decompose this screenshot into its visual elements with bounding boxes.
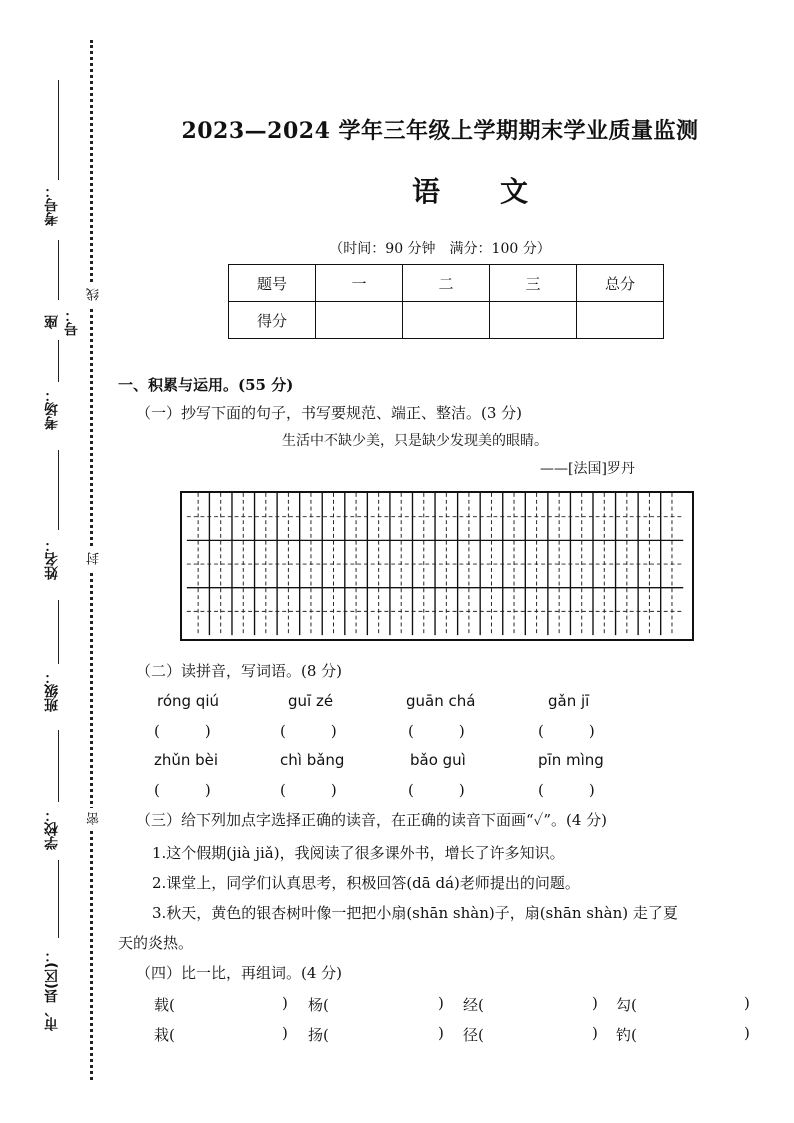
pinyin-item: guān chá xyxy=(406,692,476,710)
close-paren: ) xyxy=(592,1024,598,1042)
time-info: （时间：90 分钟 满分：100 分） xyxy=(329,241,551,257)
exam-room-label: 考场： xyxy=(44,388,60,430)
compare-char: 钓( xyxy=(616,1026,637,1044)
q3-item-3: 3.秋天，黄色的银杏树叶像一把把小扇(shān shàn)子，扇(shān shàn) 走了夏 xyxy=(152,904,678,922)
seal-mark-secret: 密 xyxy=(85,808,99,830)
close-paren: ) xyxy=(282,1024,288,1042)
score-header-cell: 题号 xyxy=(229,265,316,302)
compare-char: 扬( xyxy=(308,1026,329,1044)
score-input-cell[interactable] xyxy=(490,302,577,339)
q1-author: ——[法国]罗丹 xyxy=(540,461,635,477)
exam-number-label: 考号： xyxy=(44,184,60,226)
compare-char: 栽( xyxy=(154,1026,175,1044)
q2-title: （二）读拼音，写词语。(8 分) xyxy=(136,662,343,680)
seat-number-label: 座号： xyxy=(44,308,80,336)
name-line[interactable] xyxy=(58,450,59,530)
seal-mark-seal: 封 xyxy=(85,548,99,570)
class-line[interactable] xyxy=(58,600,59,664)
pinyin-item: guī zé xyxy=(288,692,334,710)
name-label: 姓名： xyxy=(44,538,60,580)
compare-char: 径( xyxy=(463,1026,484,1044)
score-header-cell: 一 xyxy=(316,265,403,302)
answer-blank[interactable]: ( ) xyxy=(408,722,465,740)
close-paren: ) xyxy=(744,1024,750,1042)
close-paren: ) xyxy=(438,994,444,1012)
score-input-cell[interactable] xyxy=(316,302,403,339)
pinyin-item: zhǔn bèi xyxy=(154,751,219,769)
score-header-cell: 三 xyxy=(490,265,577,302)
seat-number-line[interactable] xyxy=(58,240,59,300)
q3-item-2: 2.课堂上，同学们认真思考，积极回答(dā dá)老师提出的问题。 xyxy=(152,874,580,892)
answer-blank[interactable]: ( ) xyxy=(538,722,595,740)
score-input-cell[interactable] xyxy=(403,302,490,339)
q4-title: （四）比一比，再组词。(4 分) xyxy=(136,964,343,982)
part1-title: 一、积累与运用。(55 分) xyxy=(118,376,294,394)
school-label: 学校： xyxy=(44,808,60,850)
q1-title: （一）抄写下面的句子，书写要规范、端正、整洁。(3 分) xyxy=(136,404,523,422)
score-label-cell: 得分 xyxy=(229,302,316,339)
close-paren: ) xyxy=(744,994,750,1012)
score-table xyxy=(228,264,664,339)
writing-grid[interactable] xyxy=(180,491,694,641)
pinyin-item: róng qiú xyxy=(157,692,220,710)
pinyin-item: chì bǎng xyxy=(280,751,345,769)
q1-sentence: 生活中不缺少美，只是缺少发现美的眼睛。 xyxy=(282,433,548,449)
close-paren: ) xyxy=(592,994,598,1012)
class-label: 班级： xyxy=(44,670,60,712)
seal-mark-line: 线 xyxy=(85,284,99,306)
answer-blank[interactable]: ( ) xyxy=(408,781,465,799)
close-paren: ) xyxy=(438,1024,444,1042)
compare-char: 勾( xyxy=(616,996,637,1014)
q3-item-1: 1.这个假期(jià jiǎ)，我阅读了很多课外书，增长了许多知识。 xyxy=(152,844,565,862)
score-input-cell[interactable] xyxy=(577,302,664,339)
score-header-cell: 总分 xyxy=(577,265,664,302)
city-county-line[interactable] xyxy=(58,860,59,938)
pinyin-item: gǎn jī xyxy=(548,692,590,710)
exam-title: 2023—2024 学年三年级上学期期末学业质量监测 xyxy=(181,118,699,144)
answer-blank[interactable]: ( ) xyxy=(154,781,211,799)
subject-title: 语文 xyxy=(411,175,588,208)
score-header-cell: 二 xyxy=(403,265,490,302)
compare-char: 载( xyxy=(154,996,175,1014)
exam-room-line[interactable] xyxy=(58,340,59,382)
compare-char: 经( xyxy=(463,996,484,1014)
answer-blank[interactable]: ( ) xyxy=(154,722,211,740)
close-paren: ) xyxy=(282,994,288,1012)
answer-blank[interactable]: ( ) xyxy=(280,722,337,740)
answer-blank[interactable]: ( ) xyxy=(538,781,595,799)
pinyin-item: bǎo guì xyxy=(410,751,466,769)
compare-char: 杨( xyxy=(308,996,329,1014)
city-county-label: 市、县(区)： xyxy=(44,948,60,1032)
exam-number-line[interactable] xyxy=(58,80,59,180)
pinyin-item: pīn mìng xyxy=(538,751,604,769)
answer-blank[interactable]: ( ) xyxy=(280,781,337,799)
q3-item-3-cont: 天的炎热。 xyxy=(118,934,194,952)
school-line[interactable] xyxy=(58,730,59,802)
q3-title: （三）给下列加点字选择正确的读音，在正确的读音下面画“✓”。(4 分) xyxy=(136,811,608,829)
